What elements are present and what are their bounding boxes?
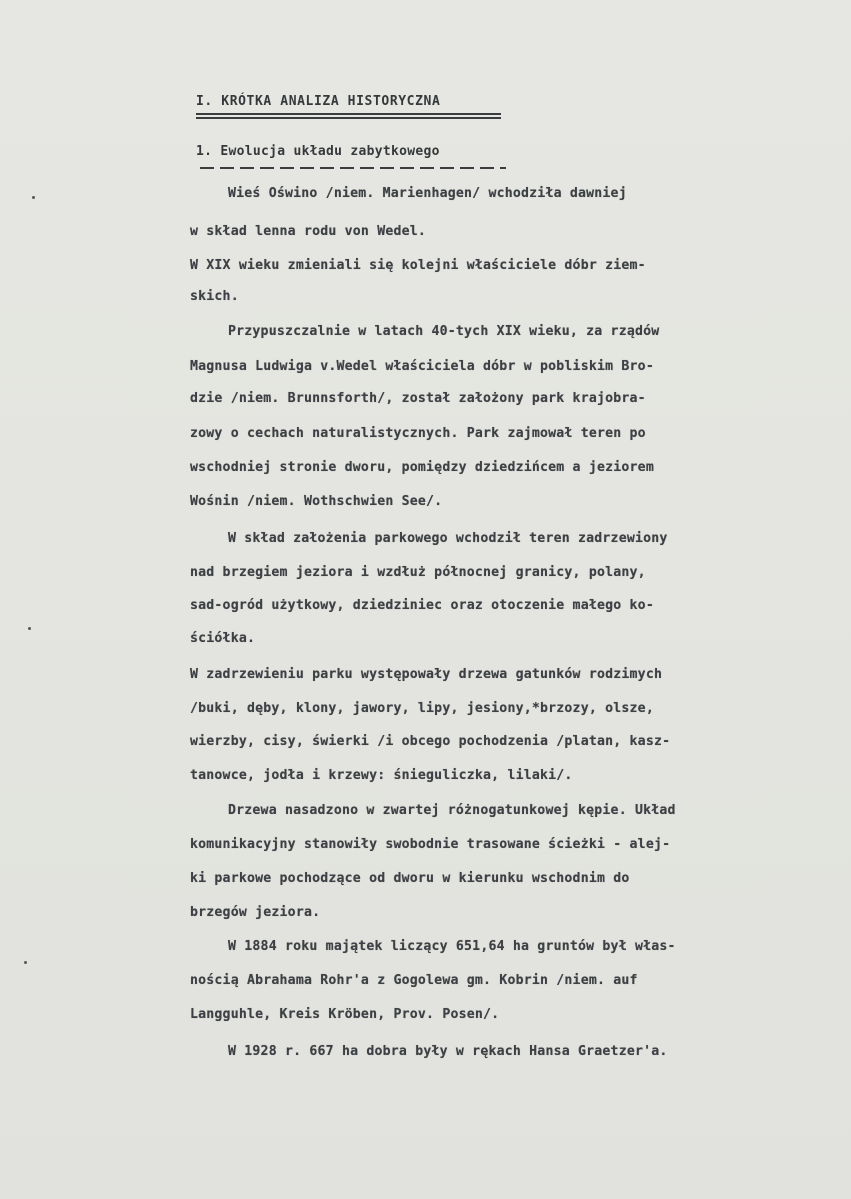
text-line: W skład założenia parkowego wchodził teren zadrzewiony xyxy=(228,531,668,546)
text-line: skich. xyxy=(190,289,239,304)
margin-dot xyxy=(32,196,35,199)
text-line: W XIX wieku zmieniali się kolejni właściciele dóbr ziem- xyxy=(190,258,646,273)
text-line: wschodniej stronie dworu, pomiędzy dziedzińcem a jeziorem xyxy=(190,460,654,475)
text-line: W 1928 r. 667 ha dobra były w rękach Hansa Graetzer'a. xyxy=(228,1044,668,1059)
text-line: Wieś Oświno /niem. Marienhagen/ wchodziła dawniej xyxy=(228,186,627,201)
text-line: brzegów jeziora. xyxy=(190,905,321,920)
text-line: ściółka. xyxy=(190,631,256,646)
text-line: w skład lenna rodu von Wedel. xyxy=(190,224,427,239)
text-line: W zadrzewieniu parku występowały drzewa gatunków rodzimych xyxy=(190,667,663,682)
text-line: Langguhle, Kreis Kröben, Prov. Posen/. xyxy=(190,1007,500,1022)
section-heading: I. KRÓTKA ANALIZA HISTORYCZNA xyxy=(196,94,441,109)
text-line: Przypuszczalnie w latach 40-tych XIX wieku, za rządów xyxy=(228,324,660,339)
heading-underline xyxy=(196,113,501,115)
text-line: zowy o cechach naturalistycznych. Park zajmował teren po xyxy=(190,426,646,441)
text-line: /buki, dęby, klony, jawory, lipy, jesiony,*brzozy, olsze, xyxy=(190,701,654,716)
text-line: nad brzegiem jeziora i wzdłuż północnej granicy, polany, xyxy=(190,565,646,580)
text-line: Wośnin /niem. Wothschwien See/. xyxy=(190,494,443,509)
text-line: dzie /niem. Brunnsforth/, został założony park krajobra- xyxy=(190,391,646,406)
heading-underline xyxy=(196,117,501,119)
subheading-underline xyxy=(200,167,506,169)
subsection-heading: 1. Ewolucja układu zabytkowego xyxy=(196,144,440,159)
text-line: wierzby, cisy, świerki /i obcego pochodzenia /platan, kasz- xyxy=(190,734,671,749)
margin-dot xyxy=(24,961,27,964)
margin-dot xyxy=(28,627,31,630)
text-line: tanowce, jodła i krzewy: śnieguliczka, lilaki/. xyxy=(190,768,573,783)
text-line: nością Abrahama Rohr'a z Gogolewa gm. Kobrin /niem. auf xyxy=(190,973,638,988)
text-line: komunikacyjny stanowiły swobodnie trasowane ścieżki - alej- xyxy=(190,837,671,852)
text-line: ki parkowe pochodzące od dworu w kierunku wschodnim do xyxy=(190,871,630,886)
text-line: W 1884 roku majątek liczący 651,64 ha gruntów był włas- xyxy=(228,939,676,954)
text-line: Drzewa nasadzono w zwartej różnogatunkowej kępie. Układ xyxy=(228,803,676,818)
text-line: sad-ogród użytkowy, dziedziniec oraz otoczenie małego ko- xyxy=(190,598,654,613)
text-line: Magnusa Ludwiga v.Wedel właściciela dóbr w pobliskim Bro- xyxy=(190,359,654,374)
